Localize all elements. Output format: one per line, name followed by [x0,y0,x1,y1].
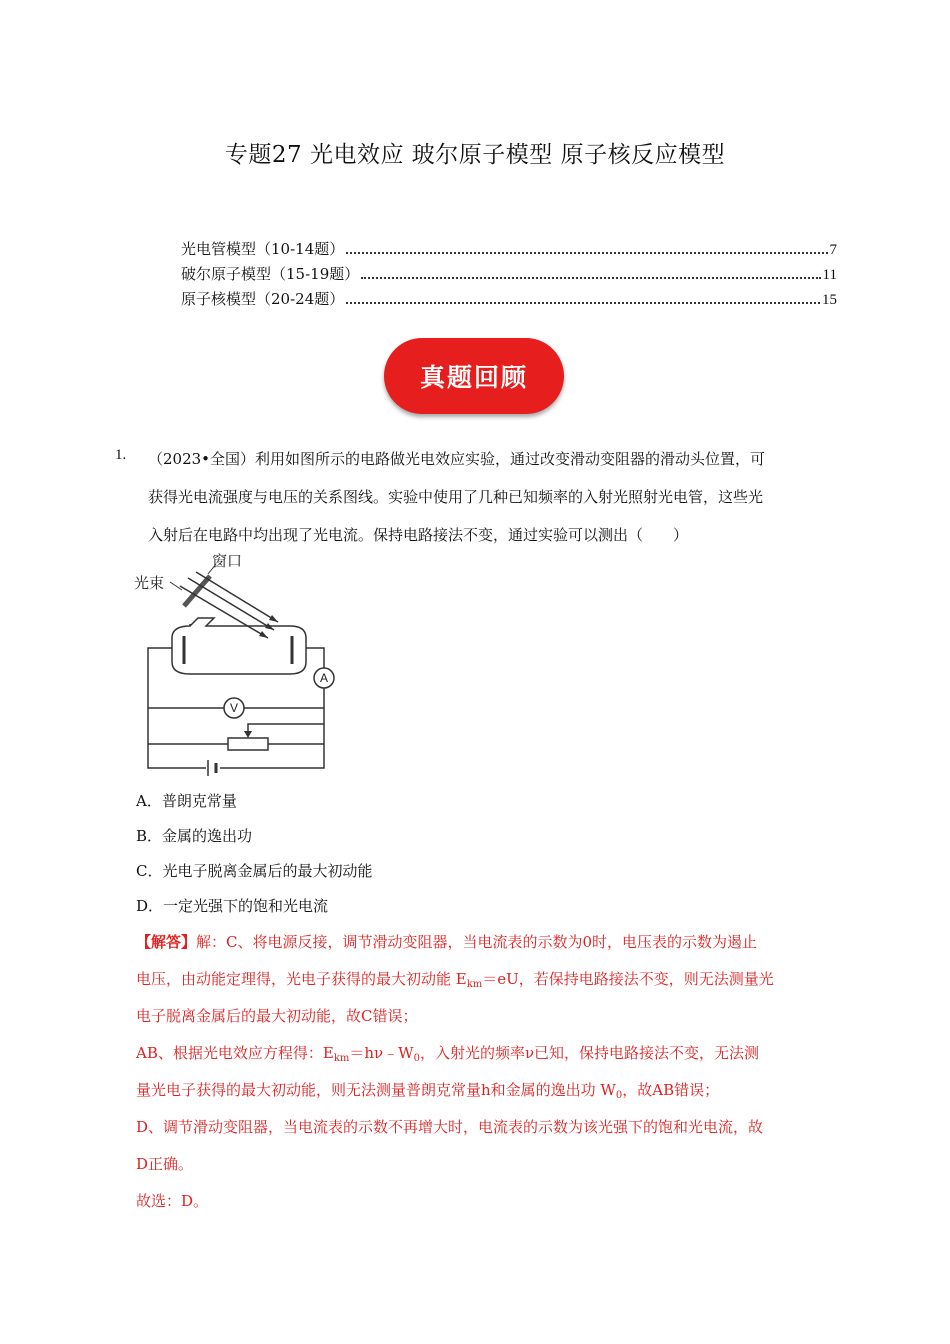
slider-wire [248,724,324,734]
section-badge: 真题回顾 [384,338,564,414]
answer-options [136,784,372,924]
subscript: km [333,1053,350,1064]
table-of-contents [181,238,837,313]
ammeter-label: A [319,671,329,685]
option-c[interactable]: C．光电子脱离金属后的最大初动能 [136,862,373,880]
circuit-diagram [128,548,348,778]
toc-entry-page: 11 [822,267,837,283]
solution-text: ＝hν﹣W [349,1044,414,1062]
question-number: 1. [115,447,127,463]
voltmeter-label: V [229,701,239,715]
toc-entry[interactable] [181,263,837,288]
toc-leader-dots [346,301,820,304]
photo-tube [172,618,306,674]
window-label: 窗口 [212,552,243,570]
page-title: 专题27 光电效应 玻尔原子模型 原子核反应模型 [224,142,726,168]
toc-entry-label: 原子核模型（20-24题） [181,290,345,308]
solution-text: 解：C、将电源反接，调节滑动变阻器，当电流表的示数为0时，电压表的示数为遏止 [196,933,758,951]
solution-line [136,1035,838,1072]
solution-line: D、调节滑动变阻器，当电流表的示数不再增大时，电流表的示数为该光强下的饱和光电流，故 [136,1118,764,1136]
option-a[interactable]: A．普朗克常量 [136,792,237,810]
toc-entry-page: 7 [829,242,837,258]
rheostat [228,738,268,750]
toc-entry-label: 光电管模型（10-14题） [181,240,345,258]
toc-entry-label: 破尔原子模型（15-19题） [181,265,360,283]
solution-line [136,1072,838,1109]
option-d[interactable]: D．一定光强下的饱和光电流 [136,897,329,915]
solution-text: 电压，由动能定理得，光电子获得的最大初动能 E [136,970,467,988]
right-wire-lower [220,688,324,768]
solution-text: ，故AB错误； [622,1081,720,1099]
ray-arrowhead [259,631,268,638]
light-ray [196,572,278,622]
question-text [148,440,838,554]
ray-arrowhead [269,615,278,622]
solution-text: AB、根据光电效应方程得：E [136,1044,334,1062]
subscript: 0 [413,1053,420,1064]
solution-line: D正确。 [136,1155,194,1173]
toc-leader-dots [346,251,827,254]
solution-line: 电子脱离金属后的最大初动能，故C错误； [136,1007,418,1025]
solution-text: ＝eU，若保持电路接法不变，则无法测量光 [482,970,774,988]
toc-leader-dots [361,276,820,279]
light-ray [188,578,274,630]
beam-label: 光束 [134,574,165,592]
solution-text: ，入射光的频率ν已知，保持电路接法不变，无法测 [419,1044,760,1062]
solution-line: 故选：D。 [136,1192,209,1210]
toc-entry-page: 15 [822,292,837,308]
slider-arrowhead [244,731,252,738]
solution-tag: 【解答】 [136,933,197,951]
option-b[interactable]: B．金属的逸出功 [136,827,253,845]
subscript: km [466,979,483,990]
solution-block [136,924,838,1220]
toc-entry[interactable] [181,238,837,263]
question-line: 获得光电流强度与电压的关系图线。实验中使用了几种已知频率的入射光照射光电管，这些光 [148,488,764,506]
subscript: 0 [615,1090,623,1101]
question-line: （2023•全国）利用如图所示的电路做光电效应实验，通过改变滑动变阻器的滑动头位置，可 [148,450,766,468]
solution-text: 量光电子获得的最大初动能，则无法测量普朗克常量h和金属的逸出功 W [136,1081,616,1099]
toc-entry[interactable] [181,288,837,313]
solution-line [136,924,838,961]
solution-line [136,961,838,998]
question-line: 入射后在电路中均出现了光电流。保持电路接法不变，通过实验可以测出（ ） [148,526,689,544]
light-ray [180,586,268,638]
right-wire [306,648,324,668]
